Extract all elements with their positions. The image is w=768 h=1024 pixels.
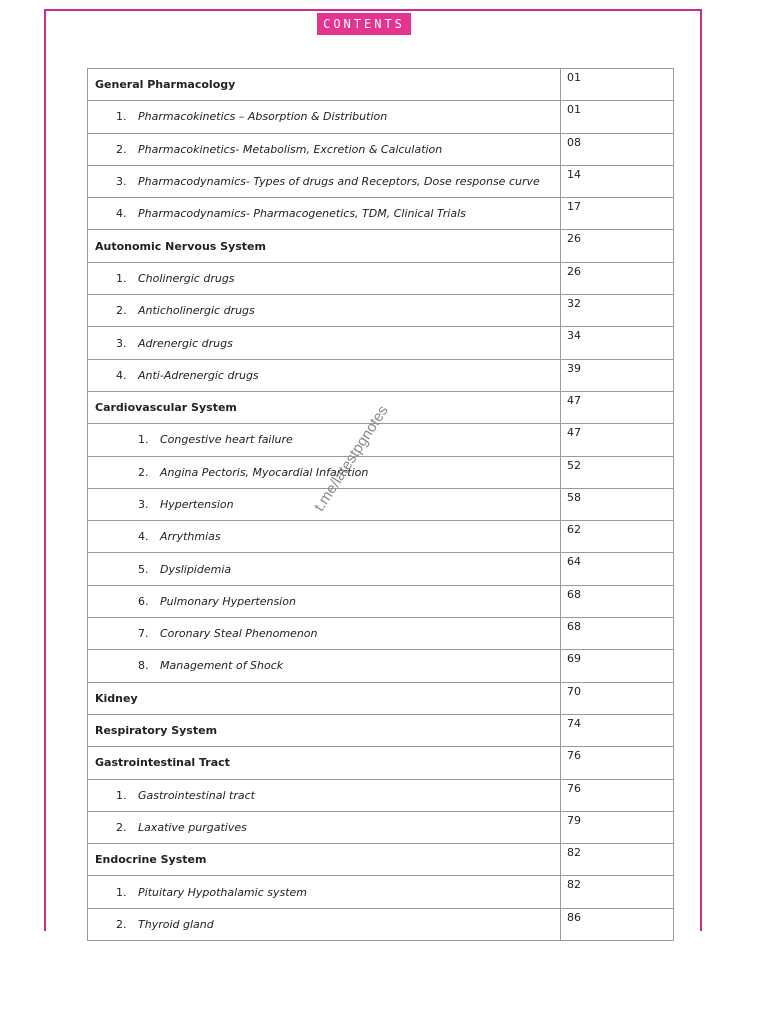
toc-entry — [88, 563, 560, 576]
toc-item-row — [88, 198, 674, 230]
toc-entry — [88, 207, 560, 220]
page-number: 58 — [561, 488, 674, 520]
section-title: Autonomic Nervous System — [95, 239, 266, 253]
toc-title-cell — [88, 585, 561, 617]
toc-title-cell — [88, 908, 561, 940]
entry-number: 4. — [138, 530, 149, 544]
page-number: 76 — [561, 779, 674, 811]
entry-number: 2. — [116, 142, 127, 156]
page-number: 76 — [561, 747, 674, 779]
toc-item-row — [88, 456, 674, 488]
entry-number: 6. — [138, 594, 149, 608]
toc-entry — [88, 175, 560, 188]
page-number: 52 — [561, 456, 674, 488]
toc-title-cell — [88, 553, 561, 585]
toc-title-cell — [88, 295, 561, 327]
contents-title: CONTENTS — [317, 13, 411, 35]
entry-number: 2. — [116, 304, 127, 318]
entry-number: 7. — [138, 627, 149, 641]
entry-number: 3. — [116, 336, 127, 350]
entry-number: 2. — [116, 917, 127, 931]
entry-number: 1. — [116, 110, 127, 124]
entry-number: 1. — [116, 885, 127, 899]
entry-title: Gastrointestinal tract — [138, 788, 255, 802]
page-number: 69 — [561, 650, 674, 682]
toc-section-row — [88, 230, 674, 262]
entry-number: 8. — [138, 659, 149, 673]
toc-title-cell — [88, 198, 561, 230]
entry-number: 4. — [116, 368, 127, 382]
entry-title: Hypertension — [160, 498, 234, 511]
toc-item-row — [88, 779, 674, 811]
entry-title: Pulmonary Hypertension — [160, 594, 296, 608]
toc-title-cell — [88, 327, 561, 359]
page-number: 08 — [561, 133, 674, 165]
page-number: 86 — [561, 908, 674, 940]
page-number: 82 — [561, 844, 674, 876]
section-title: Gastrointestinal Tract — [95, 756, 230, 770]
toc-title-cell — [88, 101, 561, 133]
toc-title-cell — [88, 391, 561, 423]
section-title: Endocrine System — [95, 853, 207, 867]
page-number: 68 — [561, 585, 674, 617]
entry-number: 3. — [116, 175, 127, 189]
toc-entry — [88, 627, 560, 640]
toc-item-row — [88, 488, 674, 520]
entry-number: 1. — [116, 271, 127, 285]
toc-item-row — [88, 133, 674, 165]
page-number: 79 — [561, 811, 674, 843]
page-number: 62 — [561, 521, 674, 553]
toc-title-cell — [88, 714, 561, 746]
toc-item-row — [88, 521, 674, 553]
toc-entry — [88, 143, 560, 156]
page-number: 32 — [561, 295, 674, 327]
toc-item-row — [88, 811, 674, 843]
page-number: 26 — [561, 262, 674, 294]
toc-title-cell — [88, 133, 561, 165]
toc-title-cell — [88, 682, 561, 714]
page-number: 47 — [561, 424, 674, 456]
toc-section-row — [88, 714, 674, 746]
entry-number: 1. — [116, 788, 127, 802]
entry-title: Anti-Adrenergic drugs — [138, 368, 259, 382]
entry-number: 2. — [138, 465, 149, 479]
toc-title-cell — [88, 424, 561, 456]
entry-title: Cholinergic drugs — [138, 271, 235, 285]
toc-title-cell — [88, 844, 561, 876]
toc-title-cell — [88, 650, 561, 682]
entry-title: Arrythmias — [160, 530, 221, 544]
entry-title: Anticholinergic drugs — [138, 304, 255, 318]
toc-item-row — [88, 908, 674, 940]
toc-entry — [88, 304, 560, 317]
entry-title: Angina Pectoris, Myocardial Infarction — [160, 465, 369, 479]
toc-item-row — [88, 262, 674, 294]
toc-entry — [88, 659, 560, 672]
toc-item-row — [88, 585, 674, 617]
page-number: 34 — [561, 327, 674, 359]
entry-number: 3. — [138, 498, 149, 511]
entry-title: Thyroid gland — [138, 917, 214, 931]
section-title: Respiratory System — [95, 724, 218, 738]
entry-title: Pharmacokinetics – Absorption & Distribution — [138, 110, 388, 124]
page-number: 68 — [561, 618, 674, 650]
page-number: 14 — [561, 165, 674, 197]
page-number: 39 — [561, 359, 674, 391]
page-number: 64 — [561, 553, 674, 585]
toc-item-row — [88, 101, 674, 133]
toc-entry — [88, 789, 560, 802]
toc-title-cell — [88, 747, 561, 779]
section-title: General Pharmacology — [95, 78, 236, 92]
entry-title: Pituitary Hypothalamic system — [138, 885, 308, 899]
toc-entry — [88, 369, 560, 382]
toc-title-cell — [88, 262, 561, 294]
toc-entry — [88, 595, 560, 608]
entry-title: Pharmacodynamics- Types of drugs and Receptors, Dose response curve — [138, 175, 540, 189]
entry-title: Pharmacokinetics- Metabolism, Excretion & Calculation — [138, 142, 443, 156]
toc-item-row — [88, 327, 674, 359]
section-title: Kidney — [95, 691, 138, 705]
toc-item-row — [88, 876, 674, 908]
toc-section-row — [88, 682, 674, 714]
toc-entry — [88, 918, 560, 931]
toc-item-row — [88, 359, 674, 391]
toc-item-row — [88, 295, 674, 327]
page-number: 26 — [561, 230, 674, 262]
page-number: 01 — [561, 101, 674, 133]
toc-title-cell — [88, 779, 561, 811]
toc-entry — [88, 272, 560, 285]
section-title: Cardiovascular System — [95, 401, 237, 415]
entry-title: Adrenergic drugs — [138, 336, 233, 350]
toc-title-cell — [88, 165, 561, 197]
toc-section-row — [88, 844, 674, 876]
toc-entry — [88, 821, 560, 834]
page-number: 47 — [561, 391, 674, 423]
entry-number: 5. — [138, 562, 149, 576]
toc-item-row — [88, 650, 674, 682]
toc-section-row — [88, 69, 674, 101]
entry-number: 1. — [138, 433, 149, 447]
toc-title-cell — [88, 230, 561, 262]
page-number: 74 — [561, 714, 674, 746]
entry-title: Congestive heart failure — [160, 433, 293, 447]
toc-entry — [88, 466, 560, 479]
toc-entry — [88, 110, 560, 123]
entry-title: Management of Shock — [160, 659, 284, 673]
toc-title-cell — [88, 618, 561, 650]
toc-title-cell — [88, 876, 561, 908]
toc-item-row — [88, 618, 674, 650]
toc-section-row — [88, 747, 674, 779]
toc-entry — [88, 530, 560, 543]
entry-title: Coronary Steal Phenomenon — [160, 627, 318, 641]
watermark: t.me/latestpgnotes — [310, 402, 392, 515]
toc-entry — [88, 433, 560, 446]
toc-item-row — [88, 165, 674, 197]
toc-title-cell — [88, 811, 561, 843]
toc-title-cell — [88, 69, 561, 101]
toc-entry — [88, 337, 560, 350]
toc-title-cell — [88, 359, 561, 391]
page-number: 82 — [561, 876, 674, 908]
entry-title: Dyslipidemia — [160, 562, 232, 576]
page-number: 17 — [561, 198, 674, 230]
page-number: 01 — [561, 69, 674, 101]
toc-entry — [88, 886, 560, 899]
entry-number: 2. — [116, 820, 127, 834]
toc-item-row — [88, 553, 674, 585]
toc-table — [87, 68, 674, 941]
page-number: 70 — [561, 682, 674, 714]
entry-number: 4. — [116, 207, 127, 221]
entry-title: Laxative purgatives — [138, 820, 247, 834]
toc-title-cell — [88, 521, 561, 553]
entry-title: Pharmacodynamics- Pharmacogenetics, TDM, Clinical Trials — [138, 207, 466, 221]
